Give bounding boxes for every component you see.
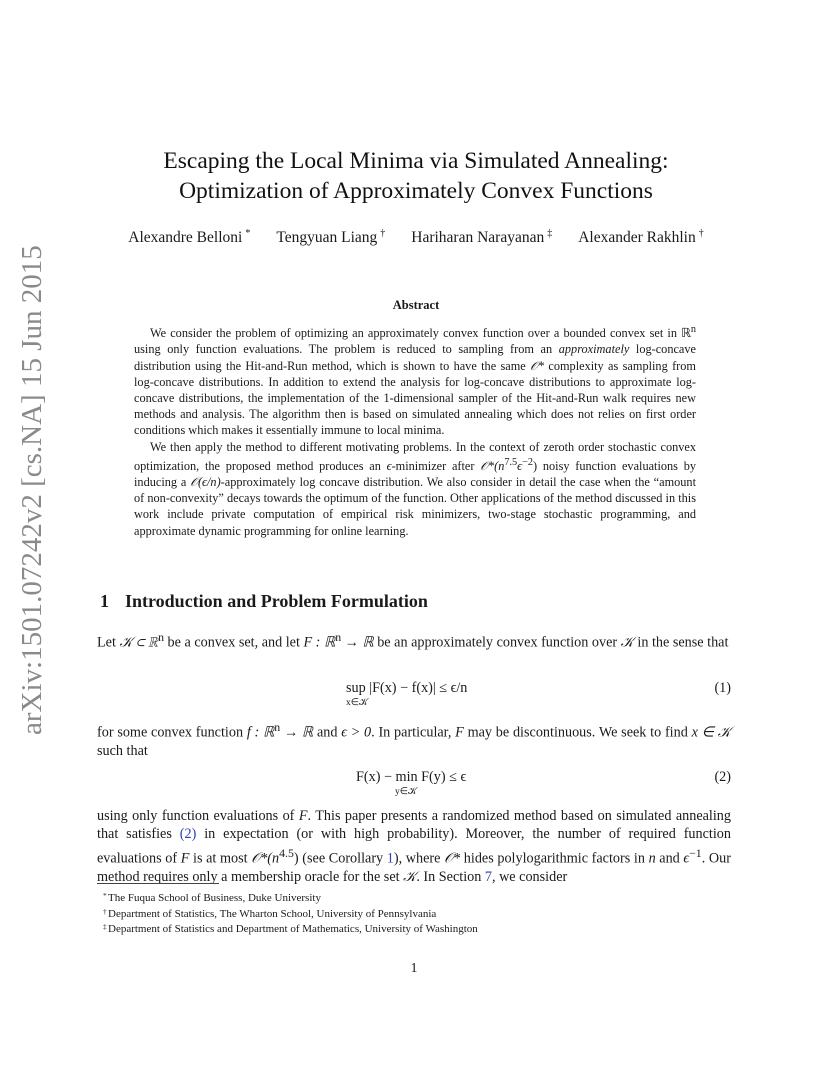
author	[128, 228, 250, 247]
footnote-mark: †	[103, 906, 107, 916]
footnote-divider	[97, 883, 219, 884]
author-name: Hariharan Narayanan	[411, 229, 545, 246]
body-paragraph-2: for some convex function f : ℝ$^n$ → ℝ and ϵ > 0. In particular, F may be discontinuous. We seek to find x ∈ 𝒦 such that	[97, 720, 731, 760]
abstract-paragraph-2: We then apply the method to different motivating problems. In the context of zeroth order stochastic convex optimization, the proposed method produces an ϵ-minimizer after $𝒪*(n^{7.5}\epsilon^{-2})$ noisy function evaluations by inducing a 𝒪(ϵ/n)-approximately log concave distribution. We also consider in detail the case when the “amount of non-convexity” decays towards the optimum of the function. Other applications of the method discussed in this work include private computation of empirical risk minimizers, two-stage stochastic programming, and approximate dynamic programming for online learning.	[134, 439, 697, 538]
footnote-mark: *	[103, 891, 107, 900]
footnote-mark: ‡	[103, 922, 107, 931]
footnote-item	[103, 922, 478, 938]
author	[578, 228, 704, 247]
section-number: 1	[100, 591, 109, 611]
abstract-heading: Abstract	[392, 298, 440, 312]
arxiv-identifier-stamp: arXiv:1501.07242v2 [cs.NA] 15 Jun 2015	[16, 245, 48, 735]
author-name: Alexander Rakhlin	[578, 229, 696, 246]
body-paragraph-3: using only function evaluations of F. This paper presents a randomized method based on simulated annealing that satisfies (2) in expectation (or with high probability). Moreover, the number of required function evaluations of F is at most $𝒪*(n^{4.5})$ (see Corollary 1), where 𝒪* hides polylogarithmic factors in n and $\epsilon^{-1}$. Our method requires only a membership oracle for the set 𝒦. In Section 7, we consider	[97, 808, 731, 885]
author-name: Tengyuan Liang	[276, 229, 378, 246]
section-heading	[100, 591, 428, 612]
equation-2-expression: F(x) − min F(y) ≤ ϵ	[356, 769, 467, 785]
footnote-text: Department of Statistics and Department of Mathematics, University of Washington	[108, 923, 478, 935]
equation-reference-link[interactable]: (2)	[179, 826, 197, 843]
footnote-item	[103, 891, 478, 907]
author-footnote-mark[interactable]: †	[380, 228, 386, 239]
author-footnote-mark[interactable]: †	[698, 228, 704, 239]
page-number: 1	[410, 961, 418, 976]
section-title: Introduction and Problem Formulation	[125, 591, 428, 611]
author-footnote-mark[interactable]: *	[245, 228, 251, 239]
equation-1-subscript: x∈𝒦	[346, 698, 368, 708]
footnote-text: Department of Statistics, The Wharton School, University of Pennsylvania	[108, 907, 437, 920]
footnotes	[103, 891, 478, 938]
equation-2-subscript: y∈𝒦	[395, 787, 417, 797]
author	[411, 228, 552, 247]
equation-2	[97, 769, 731, 799]
corollary-reference-link[interactable]: 1	[386, 850, 394, 867]
abstract-paragraph-1: We consider the problem of optimizing an approximately convex function over a bounded convex set in ℝ$^n$ using only function evaluations. The problem is reduced to sampling from an approximately log-concave distribution using the Hit-and-Run method, which is shown to have the same 𝒪* complexity as sampling from log-concave distributions. In addition to extend the analysis for log-concave distributions to approximate log-concave distributions, the implementation of the 1-dimensional sampler of the Hit-and-Run walk requires new methods and analysis. The algorithm then is based on simulated annealing which does not relies on first order conditions which makes it essentially immune to local minima.	[134, 324, 696, 438]
equation-1-number: (1)	[714, 680, 731, 696]
author	[276, 228, 385, 247]
abstract-body	[134, 322, 696, 539]
title-line-1: Escaping the Local Minima via Simulated Annealing:	[163, 148, 669, 174]
footnote-item	[103, 906, 478, 923]
equation-2-number: (2)	[714, 769, 731, 785]
author-name: Alexandre Belloni	[128, 229, 243, 246]
author-footnote-mark[interactable]: ‡	[547, 228, 553, 239]
section-reference-link[interactable]: 7	[484, 868, 492, 885]
equation-1-expression: sup |F(x) − f(x)| ≤ ϵ/n	[346, 680, 468, 696]
title-line-2: Optimization of Approximately Convex Functions	[179, 178, 653, 204]
footnote-text: The Fuqua School of Business, Duke University	[108, 892, 321, 904]
paper-title	[100, 146, 732, 206]
author-list	[100, 228, 732, 247]
equation-1	[97, 680, 731, 710]
body-paragraph-1: Let 𝒦 ⊂ ℝ$^n$ be a convex set, and let F : ℝ$^n$ → ℝ be an approximately convex function over 𝒦 in the sense that	[97, 630, 729, 651]
